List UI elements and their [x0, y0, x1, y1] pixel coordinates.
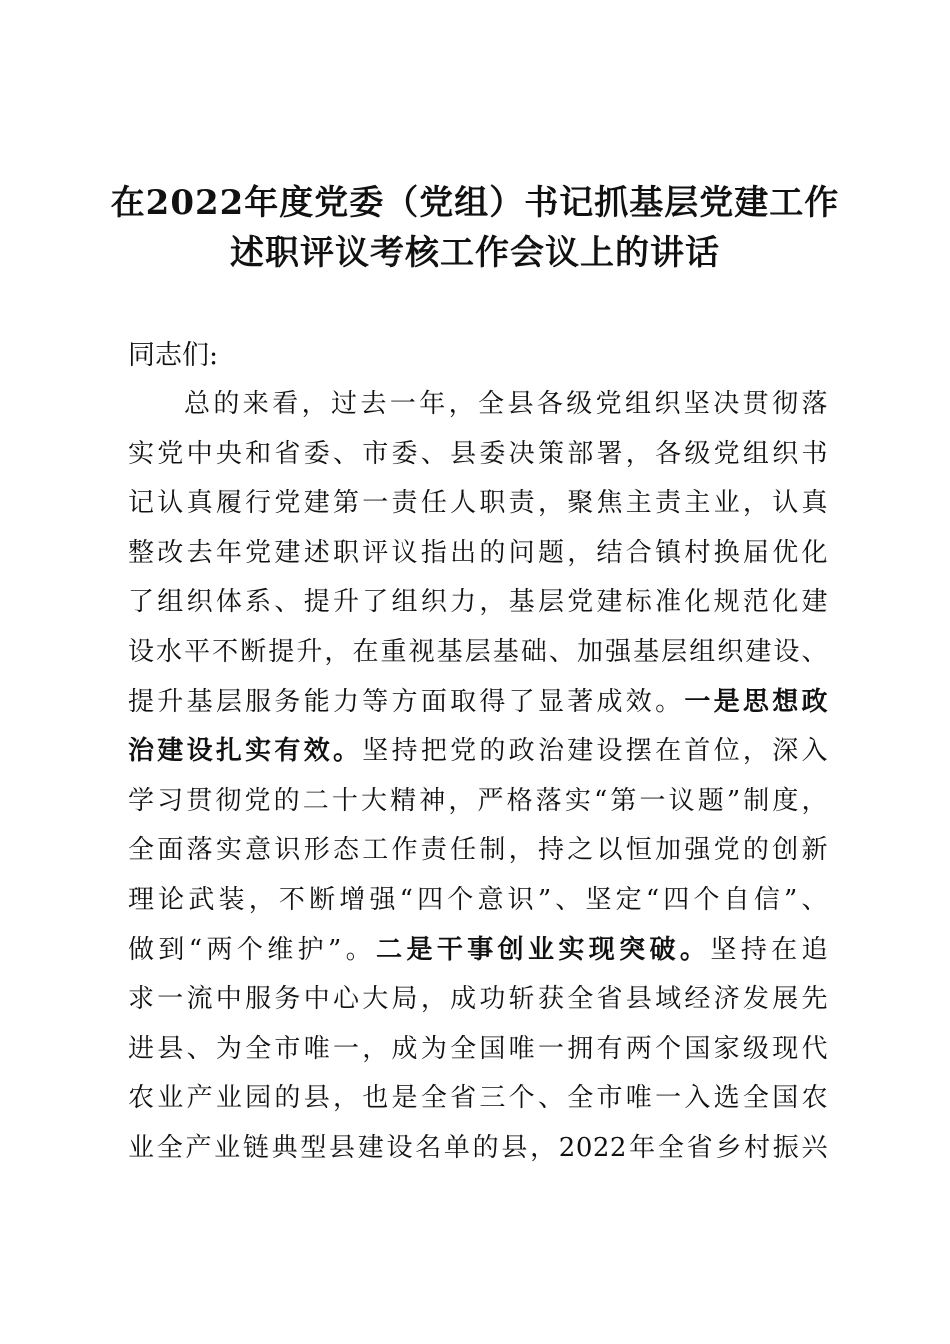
- body-text-run: 提升基层服务能力等方面取得了显著成效。: [128, 686, 685, 717]
- body-text-run: 学习贯彻党的二十大精神，严格落实“第一议题”制度，: [128, 785, 828, 816]
- body-text-run: 了组织体系、提升了组织力，基层党建标准化规范化建: [128, 587, 828, 618]
- body-line: [128, 479, 828, 529]
- body-line: [128, 678, 828, 728]
- bold-heading-text: 二是干事创业实现突破。: [376, 934, 711, 965]
- body-line: [128, 926, 828, 976]
- bold-heading-text: 一是思想政: [684, 686, 828, 717]
- body-text-run: 业全产业链典型县建设名单的县，2022年全省乡村振兴: [128, 1132, 828, 1163]
- body-text-run: 做到“两个维护”。: [128, 934, 377, 965]
- body-line: [128, 1025, 828, 1075]
- body-line: [128, 727, 828, 777]
- body-line: [128, 1124, 828, 1174]
- body-text-run: 坚持在追: [710, 934, 828, 965]
- body-text-run: 理论武装，不断增强“四个意识”、坚定“四个自信”、: [128, 884, 828, 915]
- body-text-run: 记认真履行党建第一责任人职责，聚焦主责主业，认真: [128, 488, 828, 519]
- body-text-run: 总的来看，过去一年，全县各级党组织坚决贯彻落: [184, 389, 828, 419]
- body-text-run: 求一流中服务中心大局，成功斩获全省县域经济发展先: [128, 984, 828, 1015]
- body-line: [128, 975, 828, 1025]
- body-text-run: 进县、为全市唯一，成为全国唯一拥有两个国家级现代: [128, 1033, 828, 1064]
- body-line: [128, 777, 828, 827]
- body-line: [128, 529, 828, 579]
- document-title: [0, 178, 950, 278]
- body-line: [128, 876, 828, 926]
- body-line: [128, 628, 828, 678]
- body-text-run: 实党中央和省委、市委、县委决策部署，各级党组织书: [128, 438, 828, 469]
- salutation: 同志们:: [128, 340, 219, 371]
- body-line: [128, 826, 828, 876]
- body-line: [128, 1074, 828, 1124]
- body-line: [128, 430, 828, 480]
- bold-heading-text: 治建设扎实有效。: [128, 736, 363, 767]
- body-line: [128, 380, 828, 430]
- body-text-run: 整改去年党建述职评议指出的问题，结合镇村换届优化: [128, 537, 828, 568]
- body-text-run: 农业产业园的县，也是全省三个、全市唯一入选全国农: [128, 1083, 828, 1114]
- body-line: [128, 578, 828, 628]
- title-line: 述职评议考核工作会议上的讲话: [230, 233, 720, 273]
- body-text-run: 坚持把党的政治建设摆在首位，深入: [362, 736, 828, 767]
- body-text-run: 全面落实意识形态工作责任制，持之以恒加强党的创新: [128, 835, 828, 866]
- body-text-run: 设水平不断提升，在重视基层基础、加强基层组织建设、: [128, 636, 828, 667]
- body-text: [128, 380, 828, 1174]
- title-line: 在2022年度党委（党组）书记抓基层党建工作: [110, 183, 840, 223]
